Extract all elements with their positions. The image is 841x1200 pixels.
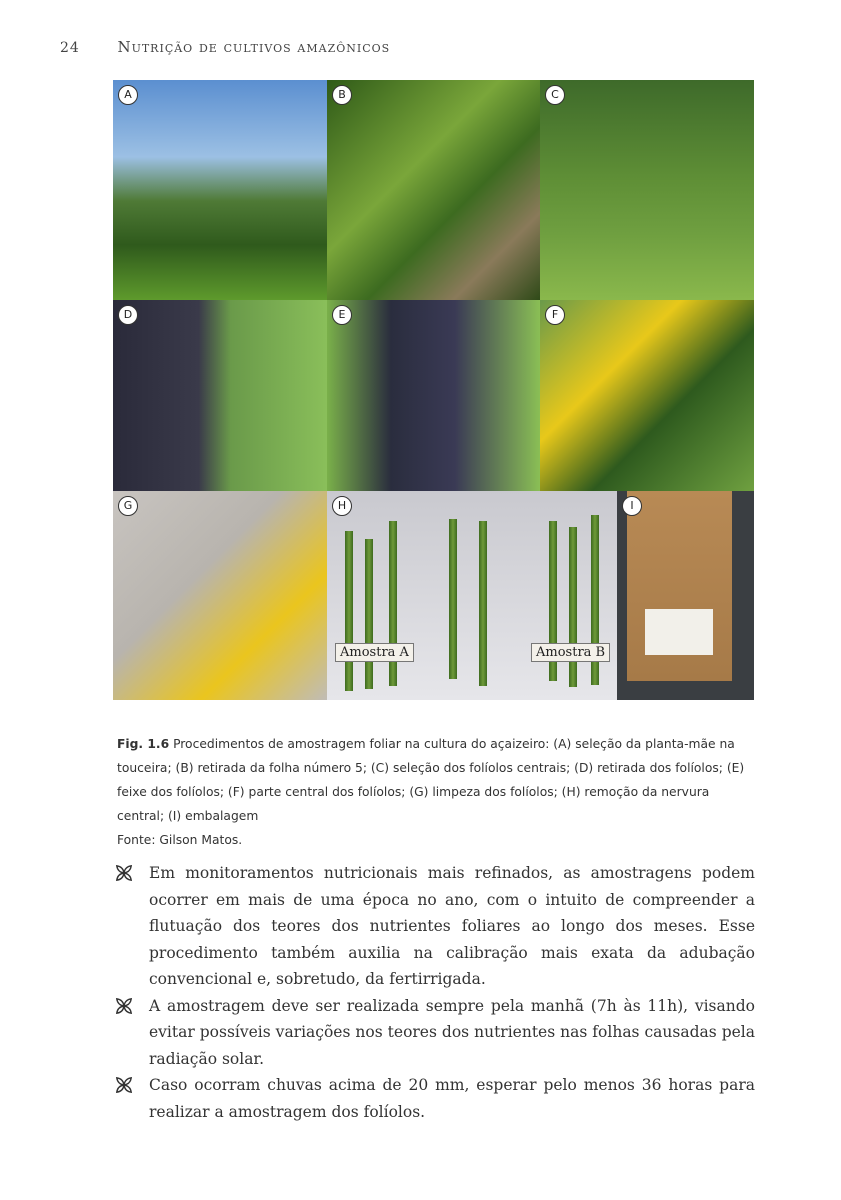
figure-photo-grid (113, 80, 754, 700)
panel-label: F (545, 305, 565, 325)
ornament-bullet-icon (115, 997, 133, 1015)
sample-label-b: Amostra B (531, 643, 610, 662)
page-number: 24 (60, 40, 80, 56)
photo-d (113, 300, 327, 491)
figure-source: Fonte: Gilson Matos. (117, 833, 243, 847)
panel-label: C (545, 85, 565, 105)
ornament-bullet-icon (115, 1076, 133, 1094)
bullet-text: Caso ocorram chuvas acima de 20 mm, esperar pelo menos 36 horas para realizar a amostragem dos folíolos. (149, 1076, 755, 1121)
bullet-text: Em monitoramentos nutricionais mais refinados, as amostragens podem ocorrer em mais de uma época no ano, com o intuito de compreender a flutuação dos teores dos nutrientes foliares ao longo dos meses. Esse procedimento também auxilia na calibração mais exata da adubação convencional e, sobretudo, da fertirrigada. (149, 864, 755, 988)
photo-b (327, 80, 540, 300)
panel-label: G (118, 496, 138, 516)
panel-label: E (332, 305, 352, 325)
caption-label: Fig. 1.6 (117, 737, 170, 751)
photo-f (540, 300, 754, 491)
panel-label: D (118, 305, 138, 325)
panel-label: H (332, 496, 352, 516)
photo-c (540, 80, 754, 300)
figure-caption (117, 732, 757, 852)
panel-label: B (332, 85, 352, 105)
list-item (115, 1072, 755, 1125)
panel-label: A (118, 85, 138, 105)
bullet-text: A amostragem deve ser realizada sempre pela manhã (7h às 11h), visando evitar possíveis variações nos teores dos nutrientes nas folhas causadas pela radiação solar. (149, 996, 755, 1068)
photo-a (113, 80, 327, 300)
sample-label-a: Amostra A (335, 643, 414, 662)
photo-g (113, 491, 327, 700)
list-item (115, 993, 755, 1073)
list-item (115, 860, 755, 993)
photo-h (327, 491, 617, 700)
bullet-list (115, 860, 755, 1125)
running-title: Nutrição de cultivos amazônicos (117, 38, 391, 56)
ornament-bullet-icon (115, 864, 133, 882)
photo-e (327, 300, 540, 491)
running-header (60, 38, 390, 56)
caption-text: Procedimentos de amostragem foliar na cultura do açaizeiro: (A) seleção da planta-mãe na touceira; (B) retirada da folha número 5; (C) seleção dos folíolos centrais; (D) retirada dos folíolos; (E) feixe dos folíolos; (F) parte central dos folíolos; (G) limpeza dos folíolos; (H) remoção da nervura central; (I) embalagem (117, 737, 745, 823)
photo-i (617, 491, 754, 700)
panel-label: I (622, 496, 642, 516)
